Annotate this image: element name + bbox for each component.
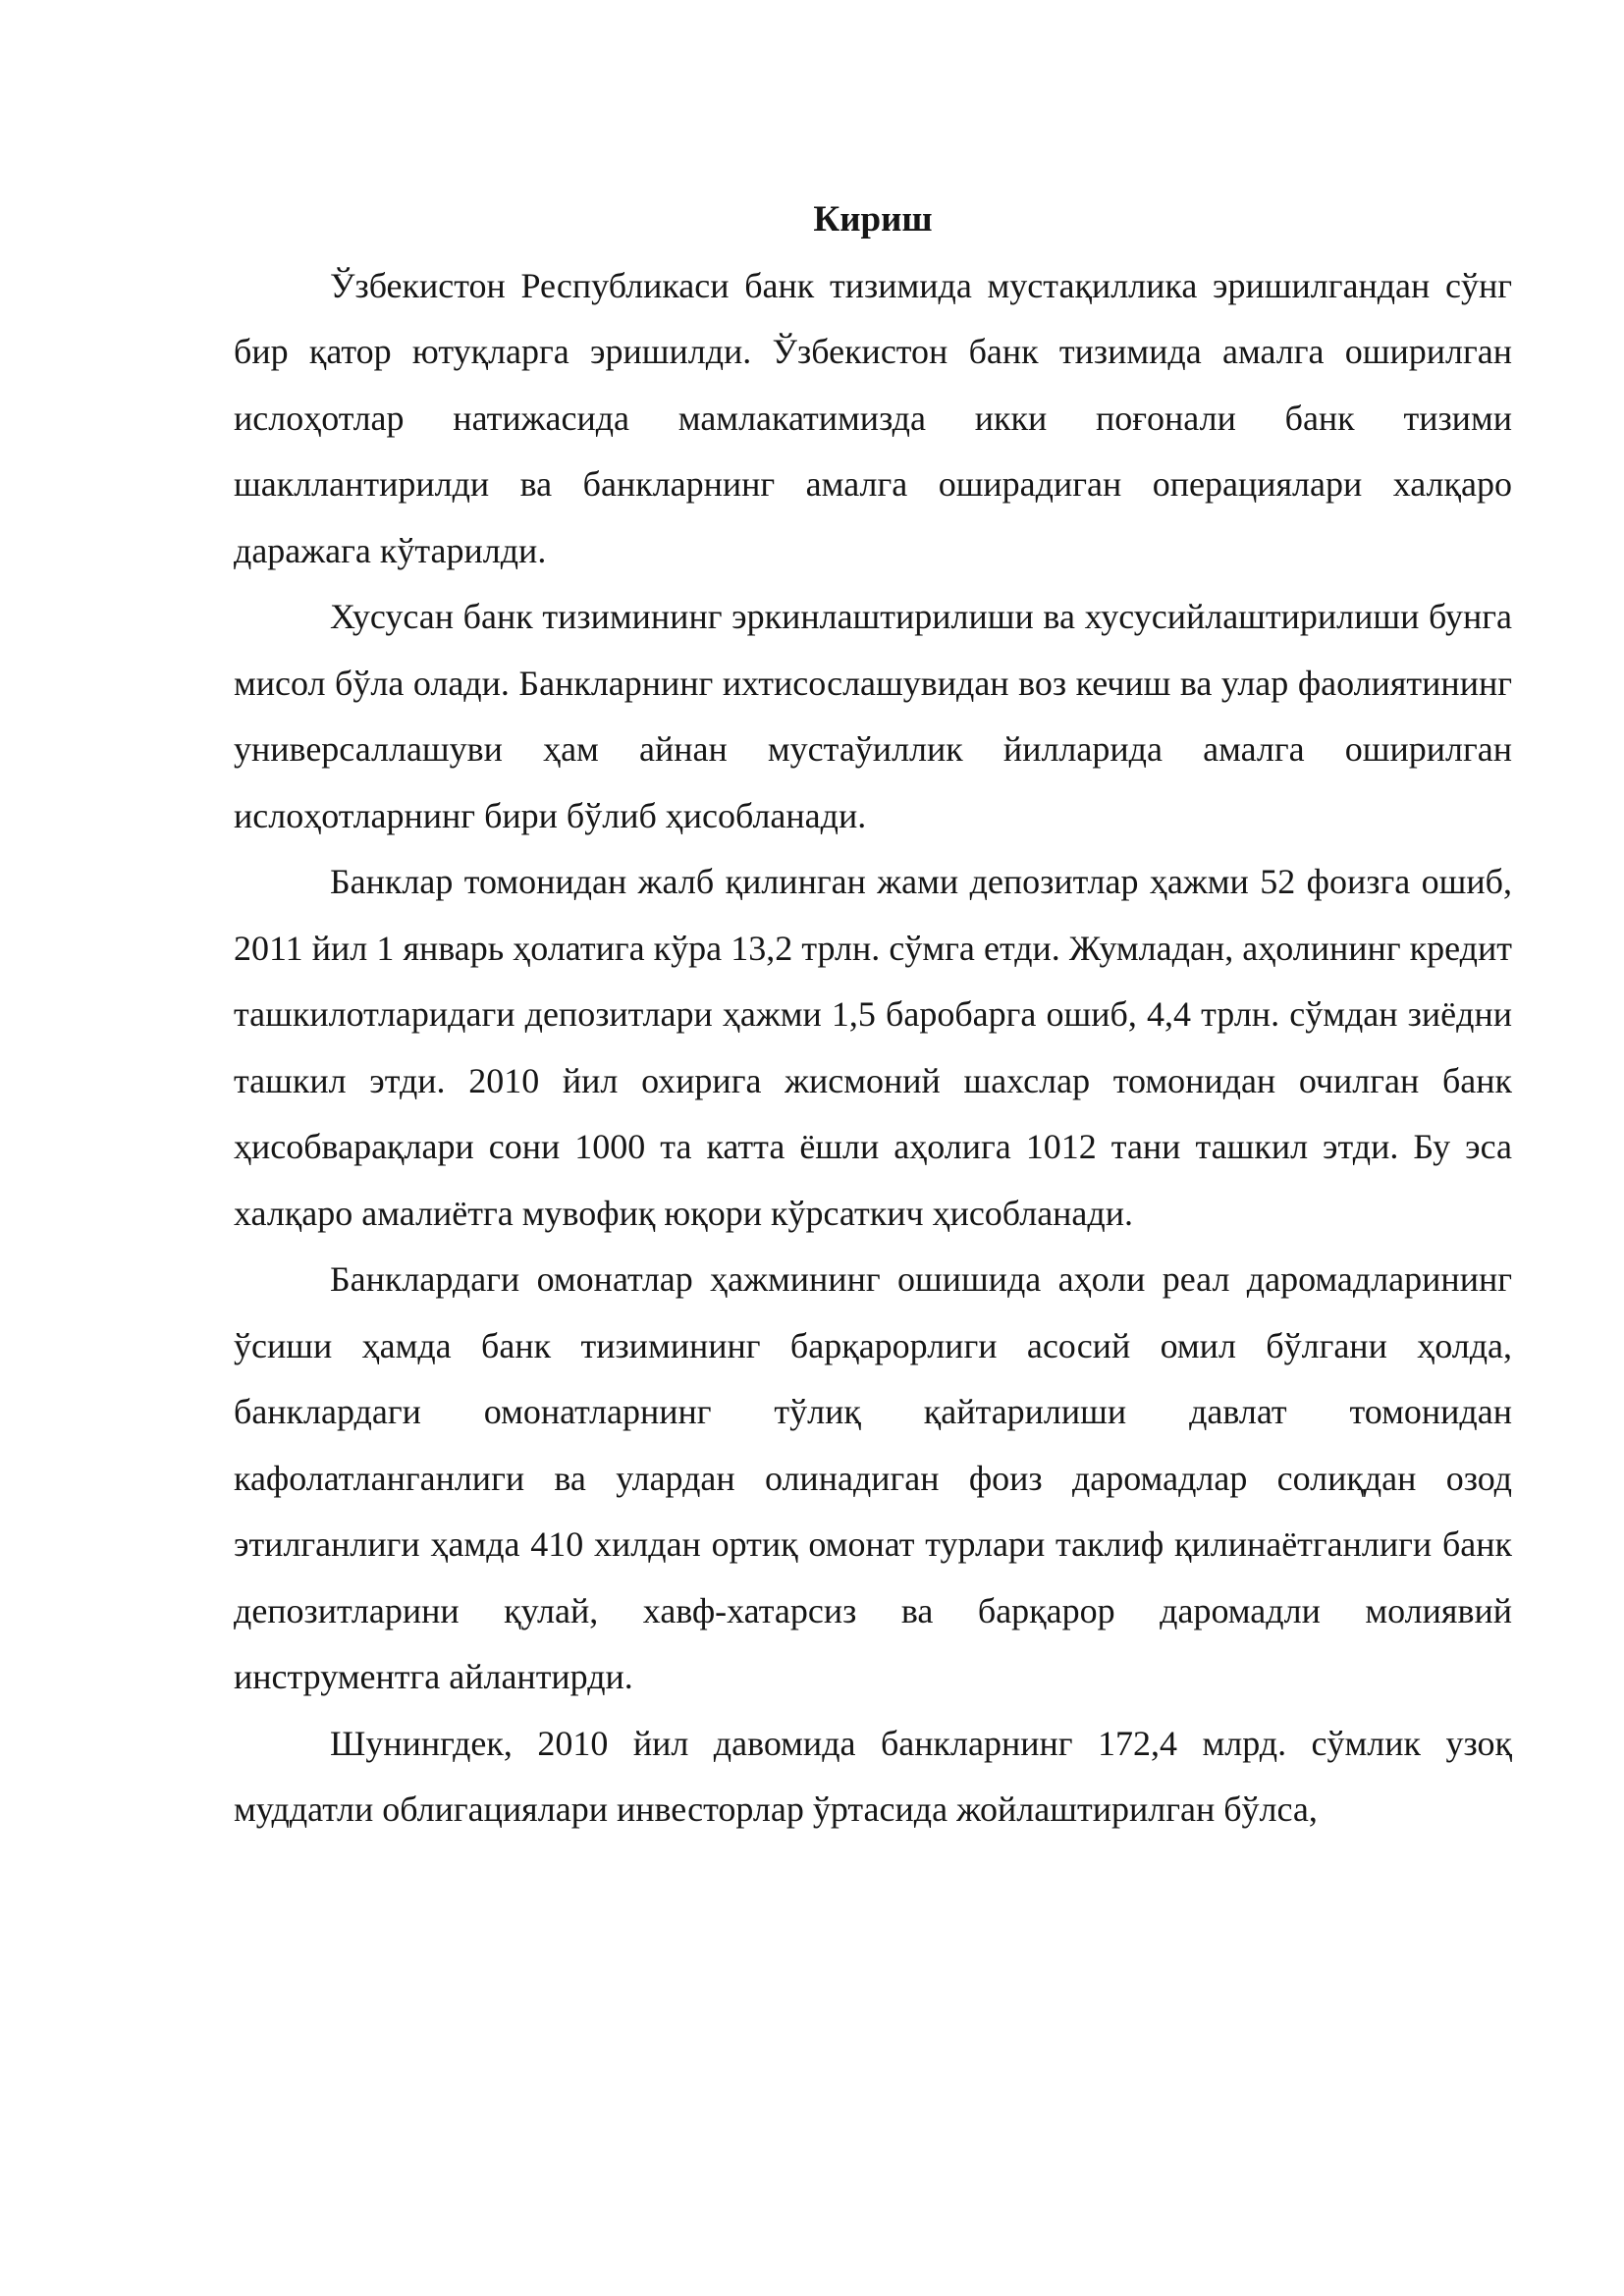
paragraph-3: Банклар томонидан жалб қилинган жами депозитлар ҳажми 52 фоизга ошиб, 2011 йил 1 январь ҳолатига кўра 13,2 трлн. сўмга етди. Жумладан, аҳолининг кредит ташкилотларидаги депозитлари ҳажми 1,5 баробарга ошиб, 4,4 трлн. сўмдан зиёдни ташкил этди. 2010 йил охирига жисмоний шахслар томонидан очилган банк ҳисобварақлари сони 1000 та катта ёшли аҳолига 1012 тани ташкил этди. Бу эса халқаро амалиётга мувофиқ юқори кўрсаткич ҳисобланади. xyxy=(234,862,1512,1233)
document-body xyxy=(234,187,1512,1843)
page-title: Кириш xyxy=(813,199,933,240)
paragraph-4: Банклардаги омонатлар ҳажмининг ошишида аҳоли реал даромадларининг ўсиши ҳамда банк тизимининг барқарорлиги асосий омил бўлгани ҳолда, банклардаги омонатларнинг тўлиқ қайтарилиши давлат томонидан кафолатланганлиги ва улардан олинадиган фоиз даромадлар солиқдан озод этилганлиги ҳамда 410 хилдан ортиқ омонат турлари таклиф қилинаётганлиги банк депозитларини қулай, хавф-хатарсиз ва барқарор даромадли молиявий инструментга айлантирди. xyxy=(234,1259,1512,1696)
paragraph-5: Шунингдек, 2010 йил давомида банкларнинг 172,4 млрд. сўмлик узоқ муддатли облигациялари инвесторлар ўртасида жойлаштирилган бўлса, xyxy=(234,1723,1512,1829)
paragraph-2: Хусусан банк тизимининг эркинлаштирилиши ва хусусийлаштирилиши бунга мисол бўла олади. Банкларнинг ихтисослашувидан воз кечиш ва улар фаолиятининг универсаллашуви ҳам айнан мустаўиллик йилларида амалга оширилган ислоҳотларнинг бири бўлиб ҳисобланади. xyxy=(234,597,1512,835)
paragraph-1: Ўзбекистон Республикаси банк тизимида мустақиллика эришилгандан сўнг бир қатор ютуқларга эришилди. Ўзбекистон банк тизимида амалга оширилган ислоҳотлар натижасида мамлакатимизда икки поғонали банк тизими шакллантирилди ва банкларнинг амалга оширадиган операциялари халқаро даражага кўтарилди. xyxy=(234,265,1512,570)
